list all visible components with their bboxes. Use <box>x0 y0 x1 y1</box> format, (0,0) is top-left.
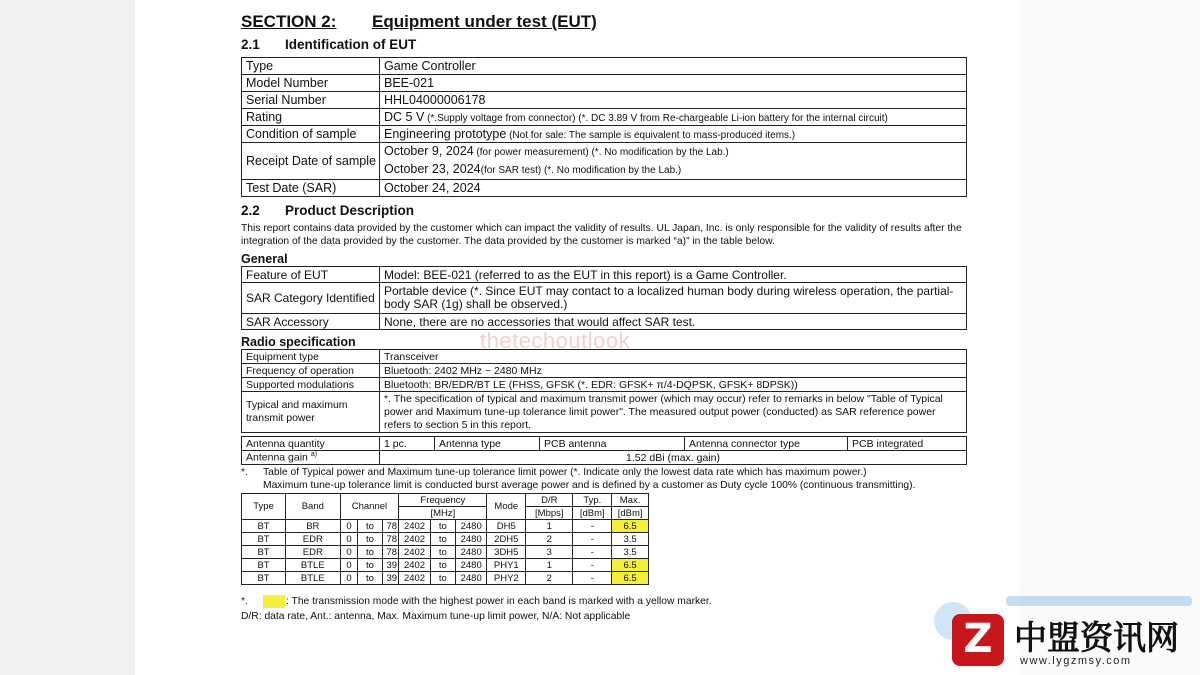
cell-f-to: 2480 <box>455 533 486 546</box>
cell-ch-to: 78 <box>382 533 399 546</box>
row-label: Supported modulations <box>242 378 380 392</box>
table-row <box>242 437 967 451</box>
cell-ch-to: 78 <box>382 520 399 533</box>
cell-fto: to <box>430 546 455 559</box>
row-label: Rating <box>242 109 380 126</box>
cell-max: 6.5 <box>612 572 649 585</box>
cell-to: to <box>358 546 382 559</box>
row-label: Serial Number <box>242 92 380 109</box>
antenna-connector-value: PCB integrated <box>848 437 967 451</box>
antenna-type-label: Antenna type <box>435 437 540 451</box>
col-mode: Mode <box>487 494 526 520</box>
logo-name: 中盟资讯网 <box>1014 618 1179 657</box>
antenna-quantity-label: Antenna quantity <box>242 437 380 451</box>
cell-typ: - <box>573 559 612 572</box>
cell-ch-to: 39 <box>382 559 399 572</box>
antenna-type-value: PCB antenna <box>540 437 685 451</box>
row-label: Test Date (SAR) <box>242 180 380 197</box>
col-frequency-unit: [MHz] <box>399 507 487 520</box>
cell-dr: 1 <box>526 520 573 533</box>
row-value: Bluetooth: 2402 MHz ~ 2480 MHz <box>380 364 967 378</box>
col-typ: Typ. <box>573 494 612 507</box>
rating-value: DC 5 V <box>384 110 425 124</box>
row-label: Type <box>242 58 380 75</box>
footnote-marker-text: : The transmission mode with the highest power in each band is marked with a yellow marker. <box>286 596 712 607</box>
receipt-date-1: October 9, 2024 <box>384 144 474 158</box>
table-row <box>242 559 649 572</box>
cell-typ: - <box>573 572 612 585</box>
cell-f-from: 2402 <box>399 559 430 572</box>
table-row <box>242 520 649 533</box>
cell-fto: to <box>430 533 455 546</box>
subsection-number: 2.2 <box>241 203 260 218</box>
receipt-note-1: (for power measurement) (*. No modification by the Lab.) <box>473 147 729 158</box>
cell-fto: to <box>430 572 455 585</box>
cell-ch-from: 0 <box>340 520 358 533</box>
subsection-title: Identification of EUT <box>285 37 417 52</box>
cell-type: BT <box>242 520 286 533</box>
cell-mode: 3DH5 <box>487 546 526 559</box>
cell-type: BT <box>242 559 286 572</box>
row-value: Transceiver <box>380 350 967 364</box>
cell-typ: - <box>573 533 612 546</box>
notes-line-2: Maximum tune-up tolerance limit is conducted burst average power and is defined by a customer as Duty cycle 100% (continuous transmitting). <box>263 480 916 491</box>
footnote-abbreviations: D/R: data rate, Ant.: antenna, Max. Maximum tune-up limit power, N/A: Not applicable <box>241 611 631 622</box>
table-row <box>242 180 967 197</box>
cell-max: 3.5 <box>612 533 649 546</box>
cell-dr: 1 <box>526 559 573 572</box>
table-row <box>242 58 967 75</box>
rating-note: (*.Supply voltage from connector) (*. DC 3.89 V from Re-chargeable Li-ion battery for the internal circuit) <box>424 113 888 124</box>
receipt-date-2: October 23, 2024 <box>384 162 481 176</box>
col-type: Type <box>242 494 286 520</box>
table-row <box>242 109 967 126</box>
cell-ch-from: 0 <box>340 572 358 585</box>
cell-type: BT <box>242 572 286 585</box>
cell-typ: - <box>573 546 612 559</box>
logo-url: www.lygzmsy.com <box>1020 655 1132 667</box>
row-label: Condition of sample <box>242 126 380 143</box>
table-row <box>242 378 967 392</box>
section-title: Equipment under test (EUT) <box>372 12 597 31</box>
antenna-connector-label: Antenna connector type <box>685 437 848 451</box>
identification-table <box>241 57 967 197</box>
cell-ch-from: 0 <box>340 546 358 559</box>
table-row <box>242 75 967 92</box>
antenna-table <box>241 436 967 465</box>
cell-ch-from: 0 <box>340 559 358 572</box>
row-label: Receipt Date of sample <box>242 143 380 180</box>
cell-max: 6.5 <box>612 520 649 533</box>
power-table-body <box>242 520 649 585</box>
receipt-note-2: (for SAR test) (*. No modification by the Lab.) <box>480 165 682 176</box>
table-row <box>242 364 967 378</box>
cell-fto: to <box>430 520 455 533</box>
cell-band: BTLE <box>286 572 341 585</box>
cell-f-from: 2402 <box>399 546 430 559</box>
col-dr: D/R <box>526 494 573 507</box>
table-header-row <box>242 494 649 507</box>
row-value: HHL04000006178 <box>380 92 967 109</box>
antenna-gain-label: Antenna gain <box>246 451 308 464</box>
cell-ch-to: 78 <box>382 546 399 559</box>
table-row <box>242 283 967 314</box>
table-row <box>242 546 649 559</box>
row-label: Equipment type <box>242 350 380 364</box>
col-band: Band <box>286 494 341 520</box>
notes-star: *. <box>241 467 248 478</box>
col-frequency: Frequency <box>399 494 487 507</box>
row-label: Feature of EUT <box>242 267 380 283</box>
cell-f-to: 2480 <box>455 520 486 533</box>
cell-f-to: 2480 <box>455 546 486 559</box>
col-channel: Channel <box>340 494 399 520</box>
table-row <box>242 143 967 180</box>
table-row <box>242 267 967 283</box>
cell-type: BT <box>242 546 286 559</box>
antenna-gain-value: 1.52 dBi (max. gain) <box>380 451 967 465</box>
site-logo <box>930 596 1192 671</box>
row-label: SAR Category Identified <box>242 283 380 314</box>
row-value: Bluetooth: BR/EDR/BT LE (FHSS, GFSK (*. EDR: GFSK+ π/4-DQPSK, GFSK+ 8DPSK)) <box>380 378 967 392</box>
row-value: Game Controller <box>380 58 967 75</box>
row-label: Model Number <box>242 75 380 92</box>
table-row <box>242 126 967 143</box>
cell-ch-to: 39 <box>382 572 399 585</box>
row-value: None, there are no accessories that would affect SAR test. <box>380 314 967 330</box>
subsection-title: Product Description <box>285 203 415 218</box>
right-margin <box>1020 0 1200 675</box>
footnote-star: *. <box>241 596 248 607</box>
product-paragraph: This report contains data provided by the customer which can impact the validity of results. UL Japan, Inc. is only responsible for the validity of results after the integration of the data provided by the customer. The data provided by the customer is marked “a)” in the table below. <box>241 223 962 247</box>
antenna-gain-sup: a) <box>310 451 318 459</box>
cell-ch-from: 0 <box>340 533 358 546</box>
cell-band: EDR <box>286 546 341 559</box>
row-label: SAR Accessory <box>242 314 380 330</box>
general-table <box>241 266 967 330</box>
cell-f-from: 2402 <box>399 572 430 585</box>
cell-mode: DH5 <box>487 520 526 533</box>
logo-badge-icon: Z <box>952 614 1004 666</box>
radio-heading: Radio specification <box>241 335 356 349</box>
table-row <box>242 92 967 109</box>
row-value: BEE-021 <box>380 75 967 92</box>
row-value: October 24, 2024 <box>380 180 967 197</box>
table-row <box>242 392 967 433</box>
section-number: SECTION 2: <box>241 12 337 31</box>
col-max-unit: [dBm] <box>612 507 649 520</box>
radio-table <box>241 349 967 433</box>
cell-type: BT <box>242 533 286 546</box>
cell-mode: 2DH5 <box>487 533 526 546</box>
condition-value: Engineering prototype <box>384 127 507 141</box>
table-row <box>242 451 967 465</box>
cell-max: 6.5 <box>612 559 649 572</box>
cell-to: to <box>358 533 382 546</box>
row-label: Frequency of operation <box>242 364 380 378</box>
cell-max: 3.5 <box>612 546 649 559</box>
cell-f-to: 2480 <box>455 572 486 585</box>
row-value: Model: BEE-021 (referred to as the EUT in this report) is a Game Controller. <box>380 267 967 283</box>
cell-to: to <box>358 572 382 585</box>
cell-typ: - <box>573 520 612 533</box>
logo-band <box>1006 596 1192 606</box>
cell-mode: PHY2 <box>487 572 526 585</box>
cell-to: to <box>358 520 382 533</box>
yellow-marker-swatch <box>263 595 285 608</box>
cell-mode: PHY1 <box>487 559 526 572</box>
cell-f-to: 2480 <box>455 559 486 572</box>
row-label: Typical and maximum transmit power <box>242 392 380 433</box>
power-table <box>241 493 649 585</box>
cell-band: BTLE <box>286 559 341 572</box>
notes-line-1: Table of Typical power and Maximum tune-up tolerance limit power (*. Indicate only the lowest data rate which has maximum power.) <box>263 467 867 478</box>
row-value: *. The specification of typical and maximum transmit power (which may occur) refer to remarks in below "Table of Typical power and Maximum tune-up tolerance limit power". The measured output power (conducted) as SAR reference power refers to section 5 in this report. <box>380 392 967 433</box>
row-value: Portable device (*. Since EUT may contact to a localized human body during wireless operation, the partial-body SAR (1g) shall be observed.) <box>380 283 967 314</box>
table-row <box>242 533 649 546</box>
antenna-quantity-value: 1 pc. <box>380 437 435 451</box>
general-heading: General <box>241 252 288 266</box>
col-max: Max. <box>612 494 649 507</box>
col-typ-unit: [dBm] <box>573 507 612 520</box>
cell-dr: 2 <box>526 572 573 585</box>
cell-dr: 2 <box>526 533 573 546</box>
col-dr-unit: [Mbps] <box>526 507 573 520</box>
cell-fto: to <box>430 559 455 572</box>
cell-band: EDR <box>286 533 341 546</box>
subsection-number: 2.1 <box>241 37 260 52</box>
cell-f-from: 2402 <box>399 520 430 533</box>
cell-dr: 3 <box>526 546 573 559</box>
watermark-text: thetechoutlook <box>480 328 631 353</box>
cell-f-from: 2402 <box>399 533 430 546</box>
table-row <box>242 572 649 585</box>
cell-band: BR <box>286 520 341 533</box>
cell-to: to <box>358 559 382 572</box>
condition-note: (Not for sale: The sample is equivalent to mass-produced items.) <box>506 130 796 141</box>
